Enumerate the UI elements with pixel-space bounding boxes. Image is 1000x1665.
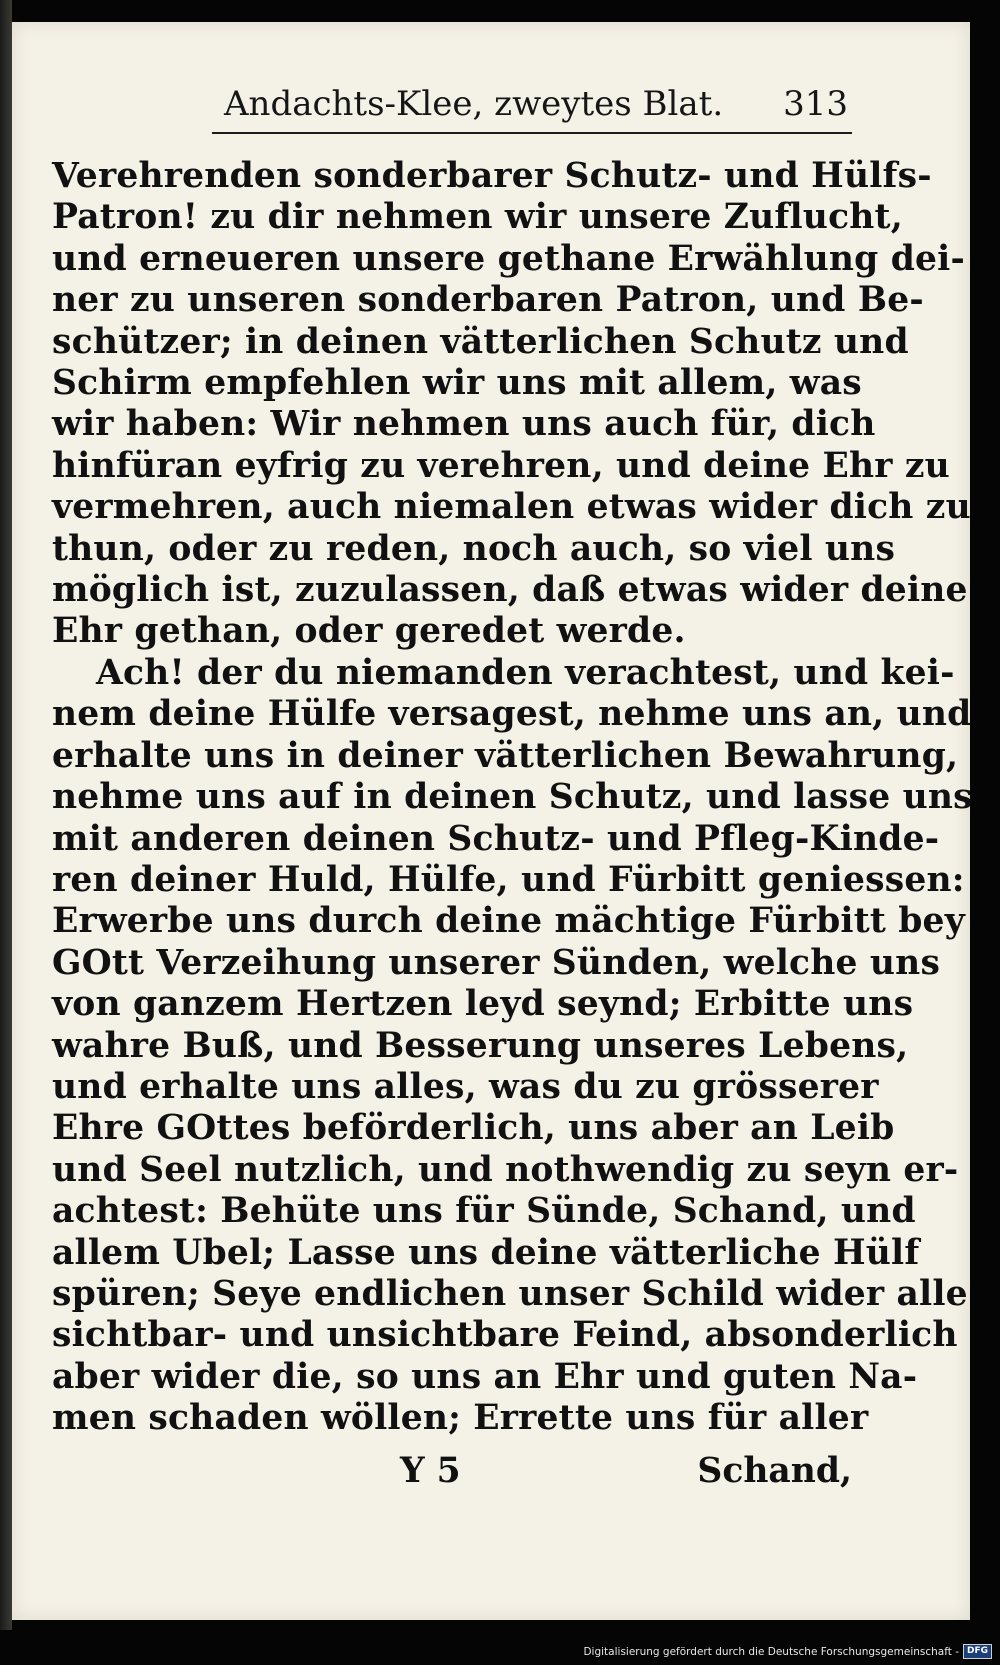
text-line: Patron! zu dir nehmen wir unsere Zuflucht,	[52, 197, 903, 238]
body-text	[52, 156, 973, 1440]
text-line: spüren; Seye endlichen unser Schild wider alle	[52, 1273, 968, 1314]
text-line: allem Ubel; Lasse uns deine vätterliche Hülf	[52, 1232, 920, 1273]
text-line: Ehr gethan, oder geredet werde.	[52, 611, 686, 652]
text-line: Schirm empfehlen wir uns mit allem, was	[52, 363, 862, 404]
text-line: hinfüran eyfrig zu verehren, und deine Ehr zu	[52, 445, 950, 486]
text-line: vermehren, auch niemalen etwas wider dich zu	[52, 487, 971, 528]
text-line: Ehre GOttes beförderlich, uns aber an Leib	[52, 1108, 895, 1149]
text-line: sichtbar- und unsichtbare Feind, absonderlich	[52, 1315, 958, 1356]
text-line: GOtt Verzeihung unserer Sünden, welche uns	[52, 942, 941, 983]
text-line: nem deine Hülfe versagest, nehme uns an, und	[52, 694, 972, 735]
text-line: men schaden wöllen; Errette uns für aller	[52, 1398, 869, 1439]
text-line: und erneueren unsere gethane Erwählung dei-	[52, 238, 965, 279]
page-number: 313	[783, 84, 848, 124]
text-line: mit anderen deinen Schutz- und Pfleg-Kinde-	[52, 818, 940, 859]
book-spine-edge	[0, 0, 12, 1630]
credit-text: Digitalisierung gefördert durch die Deutsche Forschungsgemeinschaft -	[583, 1645, 959, 1658]
header-rule	[212, 132, 852, 134]
running-title: Andachts-Klee, zweytes Blat.	[224, 84, 724, 124]
text-line: schützer; in deinen vätterlichen Schutz und	[52, 321, 909, 362]
paragraph-2	[52, 652, 973, 1440]
paragraph-1	[52, 156, 971, 653]
text-line: ren deiner Huld, Hülfe, und Fürbitt geniessen:	[52, 859, 965, 900]
text-line: thun, oder zu reden, noch auch, so viel uns	[52, 528, 896, 569]
catchword: Schand,	[697, 1451, 852, 1491]
dfg-logo: DFG	[963, 1644, 992, 1659]
text-line: ner zu unseren sonderbaren Patron, und Be-	[52, 280, 924, 321]
text-line: achtest: Behüte uns für Sünde, Schand, und	[52, 1191, 916, 1232]
text-line: und Seel nutzlich, und nothwendig zu seyn er-	[52, 1149, 959, 1190]
text-line: Erwerbe uns durch deine mächtige Fürbitt bey	[52, 901, 965, 942]
signature-mark: Y 5	[400, 1451, 461, 1491]
text-line: wir haben: Wir nehmen uns auch für, dich	[52, 404, 876, 445]
text-line: wahre Buß, und Besserung unseres Lebens,	[52, 1025, 909, 1066]
digitization-credit	[583, 1644, 992, 1659]
text-line: erhalte uns in deiner vätterlichen Bewahrung,	[52, 735, 959, 776]
text-line: Verehrenden sonderbarer Schutz- und Hülfs-	[52, 156, 932, 196]
text-line: möglich ist, zuzulassen, daß etwas wider deine	[52, 570, 968, 611]
scanned-page	[12, 22, 973, 1620]
text-line: von ganzem Hertzen leyd seynd; Erbitte uns	[52, 984, 914, 1025]
page-footer	[52, 1451, 852, 1495]
text-line: Ach! der du niemanden verachtest, und kei-	[96, 652, 955, 693]
text-line: und erhalte uns alles, was du zu grösserer	[52, 1066, 879, 1107]
text-line: nehme uns auf in deinen Schutz, und lasse uns	[52, 777, 973, 818]
running-header	[212, 84, 852, 136]
text-line: aber wider die, so uns an Ehr und guten Na-	[52, 1356, 918, 1397]
